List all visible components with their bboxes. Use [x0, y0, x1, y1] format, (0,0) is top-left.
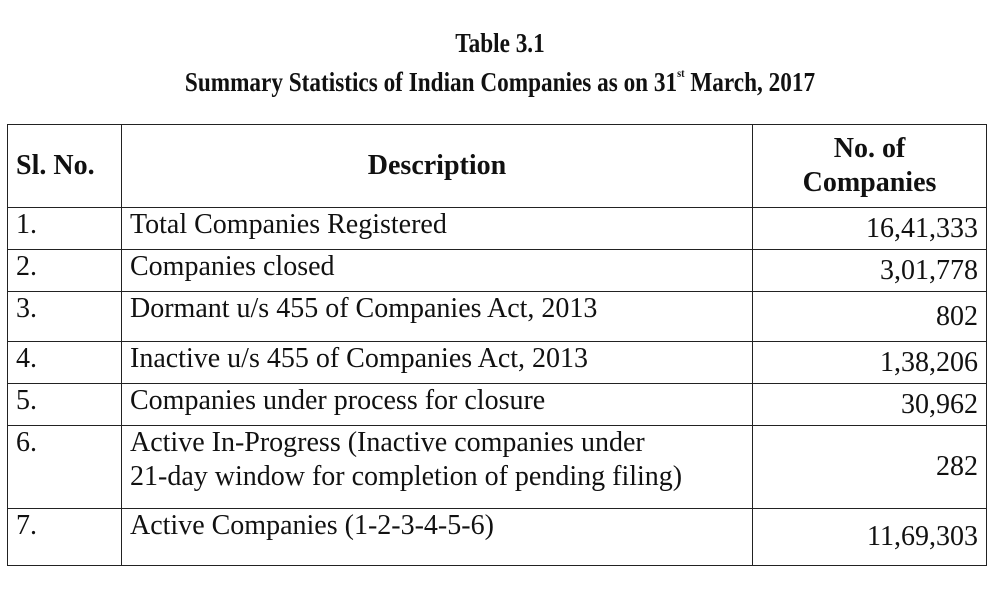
row-sl-no: 2. [8, 250, 122, 292]
row-count: 11,69,303 [753, 509, 987, 566]
header-count-line2: Companies [802, 167, 937, 198]
table-row [8, 250, 987, 292]
header-sl-no: Sl. No. [8, 125, 122, 208]
row-description [122, 426, 753, 509]
row-description: Inactive u/s 455 of Companies Act, 2013 [122, 342, 753, 384]
row-count: 1,38,206 [753, 342, 987, 384]
row-description-line1: Active In-Progress (Inactive companies under [130, 427, 645, 458]
table-title-tail: March, 2017 [684, 67, 816, 97]
row-count: 282 [753, 426, 987, 509]
table-title-main: Summary Statistics of Indian Companies as on 31 [184, 67, 678, 97]
table-title-superscript: st [677, 66, 685, 80]
row-count: 16,41,333 [753, 208, 987, 250]
table-title [70, 66, 930, 98]
summary-statistics-table [7, 124, 987, 566]
table-header-row [8, 125, 987, 208]
row-count: 802 [753, 292, 987, 342]
row-sl-no: 4. [8, 342, 122, 384]
header-count-line1: No. of [833, 133, 906, 164]
table-row [8, 292, 987, 342]
header-description: Description [122, 125, 753, 208]
row-count: 3,01,778 [753, 250, 987, 292]
row-sl-no: 5. [8, 384, 122, 426]
row-sl-no: 1. [8, 208, 122, 250]
row-sl-no: 6. [8, 426, 122, 509]
table-row [8, 208, 987, 250]
row-sl-no: 3. [8, 292, 122, 342]
row-sl-no: 7. [8, 509, 122, 566]
row-description: Companies under process for closure [122, 384, 753, 426]
row-description: Active Companies (1-2-3-4-5-6) [122, 509, 753, 566]
table-row [8, 384, 987, 426]
row-description-line2: 21-day window for completion of pending filing) [130, 461, 683, 492]
row-description: Companies closed [122, 250, 753, 292]
table-number: Table 3.1 [455, 28, 545, 58]
row-description: Total Companies Registered [122, 208, 753, 250]
table-row [8, 509, 987, 566]
row-description: Dormant u/s 455 of Companies Act, 2013 [122, 292, 753, 342]
row-count: 30,962 [753, 384, 987, 426]
header-no-of-companies [753, 125, 987, 208]
table-row [8, 342, 987, 384]
table-row [8, 426, 987, 509]
